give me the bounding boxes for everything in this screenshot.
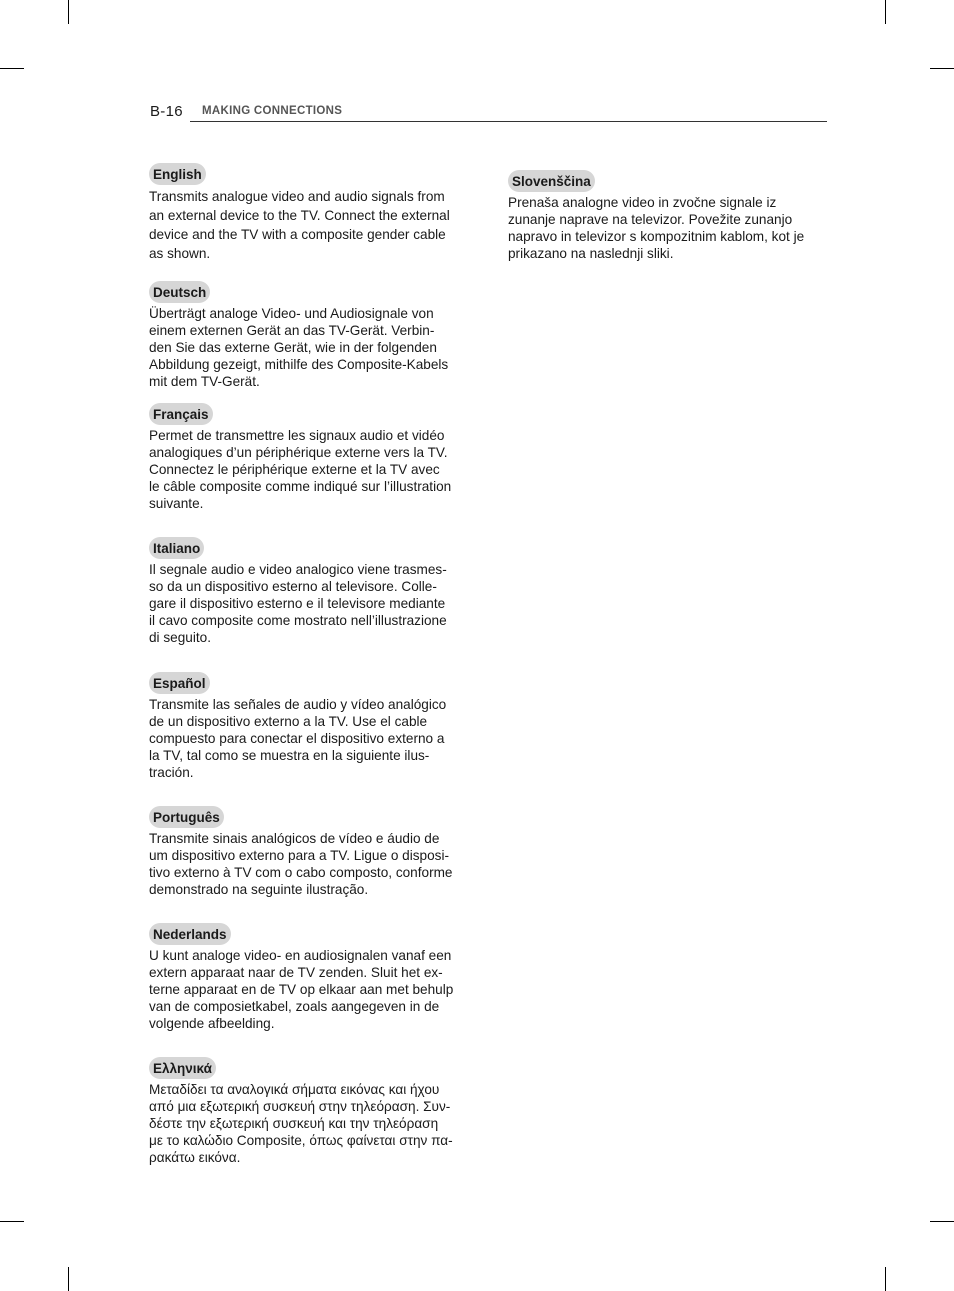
lang-block-english: [149, 163, 471, 263]
lang-tag-slovenscina: Slovenščina: [508, 170, 595, 192]
crop-mark: [0, 68, 24, 69]
crop-mark: [885, 0, 886, 24]
lang-block-espanol: [149, 672, 471, 781]
lang-tag-deutsch: Deutsch: [149, 281, 210, 303]
crop-mark: [68, 0, 69, 24]
page-header: [150, 103, 827, 123]
lang-text-deutsch: Überträgt analoge Video- und Audiosignale von einem externen Gerät an das TV-Gerät. Verbin- den Sie das externe Gerät, wie in der folgenden Abbildung gezeigt, mithilfe des Composite-Kabels mit dem TV-Gerät.: [149, 306, 449, 390]
lang-text-english: Transmits analogue video and audio signals from an external device to the TV. Connect the external device and the TV with a composite gender cable as shown.: [149, 189, 450, 261]
crop-mark: [885, 1267, 886, 1291]
lang-block-nederlands: [149, 923, 471, 1032]
lang-block-ellinika: [149, 1057, 471, 1166]
header-rule: [190, 121, 827, 122]
lang-text-francais: Permet de transmettre les signaux audio et vidéo analogiques d’un périphérique externe vers la TV. Connectez le périphérique externe et la TV avec le câble composite comme indiqué sur l’illustration suivante.: [149, 428, 452, 512]
crop-mark: [930, 1221, 954, 1222]
lang-text-portugues: Transmite sinais analógicos de vídeo e áudio de um dispositivo externo para a TV. Ligue o disposi- tivo externo à TV com o cabo composto, conforme demonstrado na seguinte ilustração.: [149, 831, 453, 898]
crop-mark: [68, 1267, 69, 1291]
lang-text-espanol: Transmite las señales de audio y vídeo analógico de un dispositivo externo a la TV. Use el cable compuesto para conectar el dispositivo externo a la TV, tal como se muestra en la siguiente ilus- tración.: [149, 697, 447, 781]
lang-text-ellinika: Μεταδίδει τα αναλογικά σήματα εικόνας και ήχου από μια εξωτερική συσκευή στην τηλεόραση. Συν- δέστε την εξωτερική συσκευή και την τηλεόραση με το καλώδιο Composite, όπως φαίνεται στην πα- ρακάτω εικόνα.: [149, 1082, 453, 1166]
lang-block-portugues: [149, 806, 471, 898]
crop-mark: [930, 68, 954, 69]
section-title: MAKING CONNECTIONS: [202, 105, 343, 117]
lang-tag-italiano: Italiano: [149, 537, 204, 559]
lang-tag-nederlands: Nederlands: [149, 923, 231, 945]
lang-block-italiano: [149, 537, 471, 646]
lang-text-nederlands: U kunt analoge video- en audiosignalen vanaf een extern apparaat naar de TV zenden. Sluit het ex- terne apparaat en de TV op elkaar aan met behulp van de composietkabel, zoals aangegeven in de volgende afbeelding.: [149, 948, 454, 1032]
page-number: B-16: [150, 103, 183, 120]
lang-text-slovenscina: Prenaša analogne video in zvočne signale iz zunanje naprave na televizor. Povežite zunanjo napravo in televizor s kompozitnim kablom, kot je prikazano na naslednji sliki.: [508, 195, 805, 262]
lang-block-slovenscina: [508, 170, 830, 262]
lang-tag-portugues: Português: [149, 806, 224, 828]
lang-block-francais: [149, 403, 471, 512]
lang-block-deutsch: [149, 281, 471, 390]
lang-tag-ellinika: Ελληνικά: [149, 1057, 216, 1079]
crop-mark: [0, 1221, 24, 1222]
lang-tag-francais: Français: [149, 403, 213, 425]
lang-tag-espanol: Español: [149, 672, 210, 694]
lang-text-italiano: Il segnale audio e video analogico viene trasmes- so da un dispositivo esterno al televisore. Colle- gare il dispositivo esterno e il televisore mediante il cavo composite come mostrato nell’illustrazione di seguito.: [149, 562, 447, 646]
lang-tag-english: English: [149, 163, 206, 185]
